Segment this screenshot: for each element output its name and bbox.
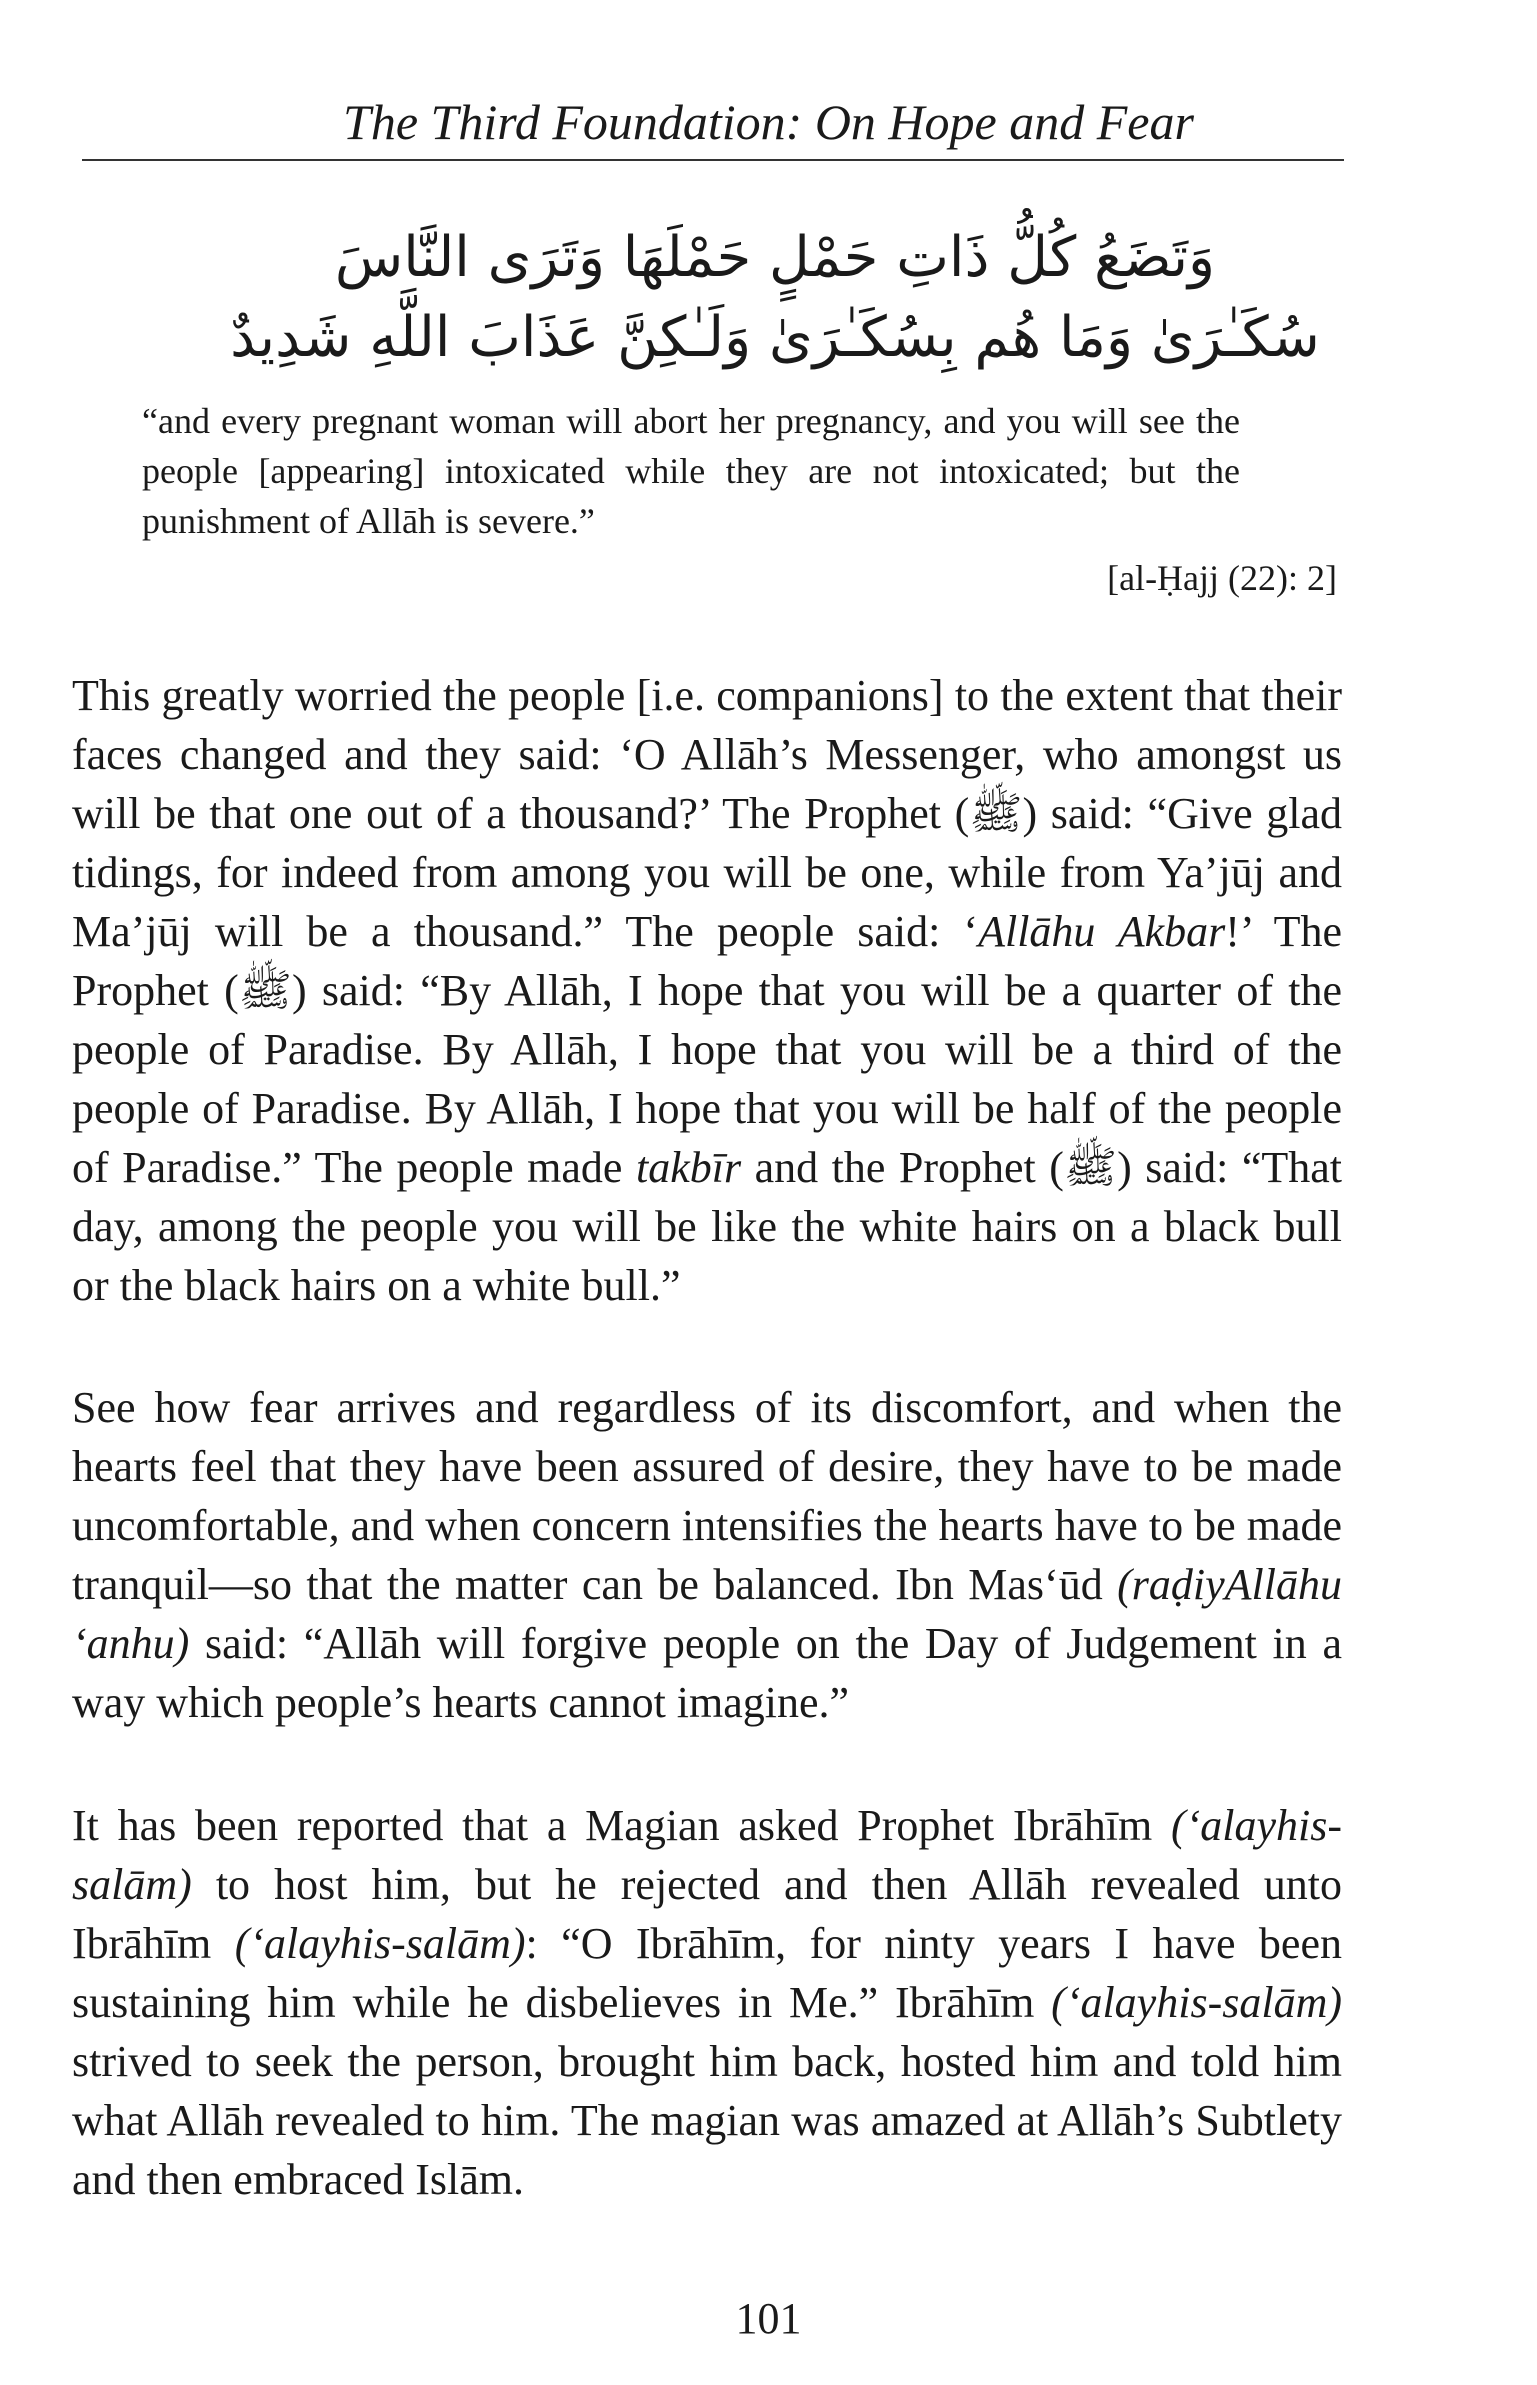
italic-honorific: (‘alayhis-salām): [72, 1801, 1342, 1909]
text-run: !’ The Prophet (ﷺ) said: “By Allāh, I hope that you will be a quarter of the people of Paradise. By Allāh, I hope that you will be a third of the people of Paradise. By Allāh, I hope that you will be half of the people of Paradise.” The people made: [72, 907, 1342, 1192]
text-run: and the Prophet (ﷺ) said: “That day, among the people you will be like the white hairs on a black bull or the black hairs on a white bull.”: [72, 1143, 1343, 1310]
arabic-verse-line-1: وَتَضَعُ كُلُّ ذَاتِ حَمْلٍ حَمْلَهَا وَتَرَى النَّاسَ: [334, 225, 1216, 290]
italic-term: Allāhu Akbar: [978, 907, 1226, 956]
italic-term: takbīr: [635, 1143, 742, 1192]
text-run: said: “Allāh will forgive people on the Day of Judgement in a way which people’s hearts cannot imagine.”: [72, 1619, 1342, 1727]
text-run: : “O Ibrāhīm, for ninty years I have been sustaining him while he disbelieves in Me.” Ibrāhīm: [72, 1919, 1342, 2027]
verse-translation: “and every pregnant woman will abort her pregnancy, and you will see the people [appearing] intoxicated while they are not intoxicated; but the punishment of Allāh is severe.”: [142, 401, 1240, 541]
text-run: strived to seek the person, brought him back, hosted him and told him what Allāh revealed to him. The magian was amazed at Allāh’s Subtlety and then embraced Islām.: [72, 2037, 1342, 2204]
running-header: The Third Foundation: On Hope and Fear: [343, 94, 1194, 150]
arabic-verse-line-2: سُكَـٰرَىٰ وَمَا هُم بِسُكَـٰرَىٰ وَلَـٰكِنَّ عَذَابَ اللَّهِ شَدِيدٌ: [230, 305, 1320, 370]
paragraph-1: [72, 666, 1342, 1315]
italic-honorific: (raḍiyAllāhu ‘anhu): [72, 1560, 1342, 1668]
page-number: 101: [735, 2294, 802, 2343]
italic-honorific: (‘alayhis-salām): [234, 1919, 526, 1968]
text-run: to host him, but he rejected and then Allāh revealed unto Ibrāhīm: [72, 1860, 1342, 1968]
paragraph-3: [72, 1796, 1342, 2209]
text-run: It has been reported that a Magian asked Prophet Ibrāhīm: [72, 1801, 1171, 1850]
italic-honorific: (‘alayhis-salām): [1051, 1978, 1342, 2027]
header-divider: [82, 159, 1344, 161]
paragraph-2: [72, 1378, 1342, 1732]
text-run: See how fear arrives and regardless of its discomfort, and when the hearts feel that they have been assured of desire, they have to be made uncomfortable, and when concern intensifies the hearts have to be made tranquil—so that the matter can be balanced. Ibn Mas‘ūd: [72, 1383, 1342, 1609]
text-run: This greatly worried the people [i.e. companions] to the extent that their faces changed and they said: ‘O Allāh’s Messenger, who amongst us will be that one out of a thousand?’ The Prophet (ﷺ) said: “Give glad tidings, for indeed from among you will be one, while from Ya’jūj and Ma’jūj will be a thousand.” The people said: ‘: [72, 671, 1342, 956]
verse-citation: [al-Ḥajj (22): 2]: [1107, 558, 1337, 598]
